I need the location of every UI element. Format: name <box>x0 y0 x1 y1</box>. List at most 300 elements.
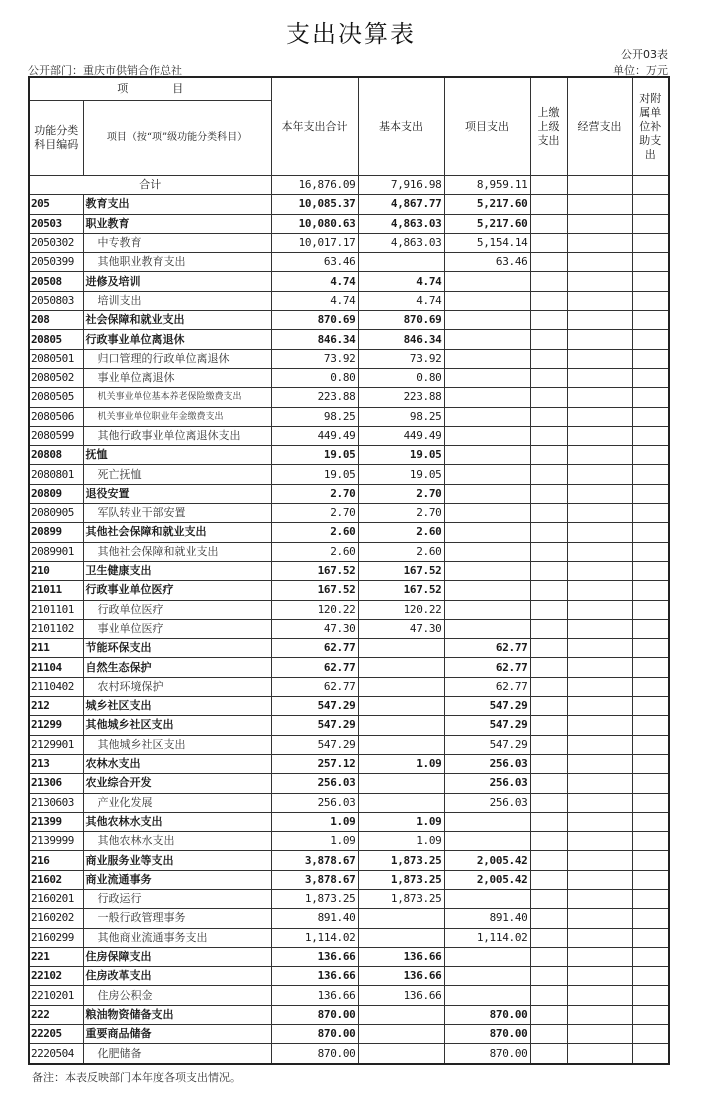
row-name: 进修及培训 <box>83 272 271 291</box>
row-business <box>567 677 632 696</box>
row-total: 73.92 <box>271 349 358 368</box>
row-basic: 1.09 <box>358 832 444 851</box>
row-project: 62.77 <box>444 639 530 658</box>
row-total: 10,085.37 <box>271 195 358 214</box>
row-subsidy <box>632 677 669 696</box>
row-upper <box>530 658 567 677</box>
header-business: 经营支出 <box>567 77 632 176</box>
row-business <box>567 272 632 291</box>
row-name: 教育支出 <box>83 195 271 214</box>
table-row <box>29 214 669 233</box>
row-business <box>567 214 632 233</box>
row-upper <box>530 851 567 870</box>
row-upper <box>530 195 567 214</box>
row-subsidy <box>632 986 669 1005</box>
table-row <box>29 774 669 793</box>
row-name: 其他社会保障和就业支出 <box>83 523 271 542</box>
row-basic <box>358 697 444 716</box>
row-project <box>444 272 530 291</box>
row-project: 870.00 <box>444 1025 530 1044</box>
row-basic: 1.09 <box>358 812 444 831</box>
row-upper <box>530 619 567 638</box>
table-row <box>29 735 669 754</box>
row-code: 208 <box>29 311 83 330</box>
row-business <box>567 388 632 407</box>
row-basic: 98.25 <box>358 407 444 426</box>
total-row <box>29 176 669 195</box>
row-business <box>567 233 632 252</box>
row-subsidy <box>632 832 669 851</box>
row-code: 20503 <box>29 214 83 233</box>
row-basic: 120.22 <box>358 600 444 619</box>
table-row <box>29 1025 669 1044</box>
row-name: 住房改革支出 <box>83 967 271 986</box>
row-name: 职业教育 <box>83 214 271 233</box>
row-subsidy <box>632 967 669 986</box>
row-project: 547.29 <box>444 716 530 735</box>
row-code: 20808 <box>29 446 83 465</box>
row-name: 卫生健康支出 <box>83 561 271 580</box>
row-business <box>567 697 632 716</box>
row-upper <box>530 446 567 465</box>
row-project <box>444 619 530 638</box>
row-name: 事业单位离退休 <box>83 368 271 387</box>
row-subsidy <box>632 214 669 233</box>
row-total: 19.05 <box>271 446 358 465</box>
row-subsidy <box>632 195 669 214</box>
table-row <box>29 870 669 889</box>
row-upper <box>530 832 567 851</box>
row-total: 10,080.63 <box>271 214 358 233</box>
row-subsidy <box>632 774 669 793</box>
row-total: 891.40 <box>271 909 358 928</box>
table-row <box>29 523 669 542</box>
row-basic: 846.34 <box>358 330 444 349</box>
row-subsidy <box>632 947 669 966</box>
row-business <box>567 330 632 349</box>
row-subsidy <box>632 368 669 387</box>
row-total: 846.34 <box>271 330 358 349</box>
table-row <box>29 291 669 310</box>
row-name: 其他行政事业单位离退休支出 <box>83 426 271 445</box>
row-code: 2089901 <box>29 542 83 561</box>
row-basic <box>358 774 444 793</box>
total-basic: 7,916.98 <box>358 176 444 195</box>
row-business <box>567 542 632 561</box>
row-basic <box>358 639 444 658</box>
row-name: 其他商业流通事务支出 <box>83 928 271 947</box>
table-row <box>29 967 669 986</box>
row-code: 216 <box>29 851 83 870</box>
row-business <box>567 1025 632 1044</box>
row-upper <box>530 1044 567 1064</box>
row-total: 870.69 <box>271 311 358 330</box>
row-code: 2080506 <box>29 407 83 426</box>
row-subsidy <box>632 870 669 889</box>
department-label: 公开部门：重庆市供销合作总社 <box>28 64 182 77</box>
row-upper <box>530 947 567 966</box>
row-upper <box>530 484 567 503</box>
row-total: 19.05 <box>271 465 358 484</box>
row-subsidy <box>632 330 669 349</box>
row-total: 870.00 <box>271 1025 358 1044</box>
row-code: 2080905 <box>29 504 83 523</box>
row-total: 223.88 <box>271 388 358 407</box>
row-project: 256.03 <box>444 793 530 812</box>
header-code: 功能分类科目编码 <box>29 101 83 176</box>
row-business <box>567 407 632 426</box>
row-code: 21602 <box>29 870 83 889</box>
row-total: 62.77 <box>271 677 358 696</box>
row-name: 行政单位医疗 <box>83 600 271 619</box>
row-code: 21011 <box>29 581 83 600</box>
row-project <box>444 600 530 619</box>
row-code: 20899 <box>29 523 83 542</box>
row-subsidy <box>632 291 669 310</box>
row-business <box>567 735 632 754</box>
row-upper <box>530 774 567 793</box>
row-business <box>567 291 632 310</box>
row-upper <box>530 426 567 445</box>
row-basic: 136.66 <box>358 967 444 986</box>
row-basic <box>358 658 444 677</box>
row-subsidy <box>632 349 669 368</box>
row-upper <box>530 889 567 908</box>
header-item: 项目（按“项”级功能分类科目） <box>83 101 271 176</box>
row-name: 其他社会保障和就业支出 <box>83 542 271 561</box>
row-upper <box>530 716 567 735</box>
row-subsidy <box>632 639 669 658</box>
row-basic: 1,873.25 <box>358 870 444 889</box>
row-business <box>567 947 632 966</box>
row-total: 870.00 <box>271 1044 358 1064</box>
table-row <box>29 542 669 561</box>
table-row <box>29 619 669 638</box>
row-upper <box>530 233 567 252</box>
table-row <box>29 330 669 349</box>
row-upper <box>530 909 567 928</box>
row-name: 行政运行 <box>83 889 271 908</box>
row-subsidy <box>632 542 669 561</box>
row-upper <box>530 388 567 407</box>
table-row <box>29 407 669 426</box>
row-upper <box>530 368 567 387</box>
row-business <box>567 426 632 445</box>
row-project: 63.46 <box>444 253 530 272</box>
row-basic: 4,867.77 <box>358 195 444 214</box>
row-name: 中专教育 <box>83 233 271 252</box>
row-upper <box>530 967 567 986</box>
row-total: 63.46 <box>271 253 358 272</box>
header-subsidy: 对附属单位补助支出 <box>632 77 669 176</box>
row-business <box>567 774 632 793</box>
row-code: 2050399 <box>29 253 83 272</box>
row-subsidy <box>632 1025 669 1044</box>
table-row <box>29 909 669 928</box>
row-business <box>567 311 632 330</box>
row-upper <box>530 677 567 696</box>
row-code: 2050803 <box>29 291 83 310</box>
row-total: 10,017.17 <box>271 233 358 252</box>
row-basic <box>358 928 444 947</box>
row-subsidy <box>632 465 669 484</box>
row-code: 210 <box>29 561 83 580</box>
row-upper <box>530 291 567 310</box>
row-subsidy <box>632 1044 669 1064</box>
row-upper <box>530 986 567 1005</box>
row-subsidy <box>632 735 669 754</box>
row-basic: 2.70 <box>358 484 444 503</box>
table-row <box>29 484 669 503</box>
row-project: 5,217.60 <box>444 195 530 214</box>
row-total: 2.60 <box>271 523 358 542</box>
row-total: 1,114.02 <box>271 928 358 947</box>
row-basic <box>358 677 444 696</box>
expenditure-table <box>28 76 670 1065</box>
row-total: 62.77 <box>271 658 358 677</box>
row-name: 其他职业教育支出 <box>83 253 271 272</box>
row-code: 2160201 <box>29 889 83 908</box>
row-total: 2.70 <box>271 484 358 503</box>
row-subsidy <box>632 754 669 773</box>
row-code: 2080801 <box>29 465 83 484</box>
row-name: 重要商品储备 <box>83 1025 271 1044</box>
row-subsidy <box>632 851 669 870</box>
row-project: 256.03 <box>444 774 530 793</box>
total-business <box>567 176 632 195</box>
row-subsidy <box>632 697 669 716</box>
row-code: 2101101 <box>29 600 83 619</box>
row-business <box>567 793 632 812</box>
row-basic <box>358 1025 444 1044</box>
row-project: 891.40 <box>444 909 530 928</box>
row-business <box>567 253 632 272</box>
row-subsidy <box>632 426 669 445</box>
table-row <box>29 986 669 1005</box>
row-code: 213 <box>29 754 83 773</box>
row-name: 自然生态保护 <box>83 658 271 677</box>
row-subsidy <box>632 233 669 252</box>
row-basic: 2.60 <box>358 542 444 561</box>
row-business <box>567 504 632 523</box>
row-project <box>444 986 530 1005</box>
row-code: 20508 <box>29 272 83 291</box>
row-business <box>567 349 632 368</box>
row-project <box>444 523 530 542</box>
row-subsidy <box>632 909 669 928</box>
row-business <box>567 195 632 214</box>
row-total: 120.22 <box>271 600 358 619</box>
header-item-group: 项 目 <box>29 77 271 101</box>
row-project <box>444 426 530 445</box>
header-project: 项目支出 <box>444 77 530 176</box>
total-upper <box>530 176 567 195</box>
row-name: 粮油物资储备支出 <box>83 1005 271 1024</box>
row-project <box>444 446 530 465</box>
row-subsidy <box>632 1005 669 1024</box>
row-name: 事业单位医疗 <box>83 619 271 638</box>
row-basic: 167.52 <box>358 581 444 600</box>
row-project <box>444 889 530 908</box>
row-subsidy <box>632 793 669 812</box>
header-basic: 基本支出 <box>358 77 444 176</box>
row-project: 62.77 <box>444 677 530 696</box>
row-total: 547.29 <box>271 697 358 716</box>
row-project <box>444 812 530 831</box>
row-upper <box>530 754 567 773</box>
row-business <box>567 446 632 465</box>
table-row <box>29 368 669 387</box>
row-code: 2101102 <box>29 619 83 638</box>
footnote: 备注：本表反映部门本年度各项支出情况。 <box>32 1071 241 1084</box>
row-total: 136.66 <box>271 947 358 966</box>
row-upper <box>530 272 567 291</box>
row-basic <box>358 1044 444 1064</box>
row-upper <box>530 928 567 947</box>
row-business <box>567 465 632 484</box>
row-business <box>567 619 632 638</box>
row-total: 1.09 <box>271 812 358 831</box>
row-project <box>444 484 530 503</box>
row-name: 其他农林水支出 <box>83 812 271 831</box>
row-business <box>567 658 632 677</box>
row-name: 产业化发展 <box>83 793 271 812</box>
row-project <box>444 465 530 484</box>
row-name: 归口管理的行政单位离退休 <box>83 349 271 368</box>
row-basic: 223.88 <box>358 388 444 407</box>
total-subsidy <box>632 176 669 195</box>
row-code: 22102 <box>29 967 83 986</box>
row-upper <box>530 735 567 754</box>
header-upper: 上缴上级支出 <box>530 77 567 176</box>
row-code: 20805 <box>29 330 83 349</box>
row-code: 222 <box>29 1005 83 1024</box>
row-business <box>567 1044 632 1064</box>
row-total: 0.80 <box>271 368 358 387</box>
table-row <box>29 311 669 330</box>
row-total: 1.09 <box>271 832 358 851</box>
row-upper <box>530 504 567 523</box>
row-basic: 2.60 <box>358 523 444 542</box>
row-code: 21104 <box>29 658 83 677</box>
row-project: 2,005.42 <box>444 870 530 889</box>
row-basic: 870.69 <box>358 311 444 330</box>
row-total: 870.00 <box>271 1005 358 1024</box>
row-business <box>567 523 632 542</box>
row-business <box>567 909 632 928</box>
row-code: 2130603 <box>29 793 83 812</box>
row-code: 20809 <box>29 484 83 503</box>
row-subsidy <box>632 272 669 291</box>
row-total: 167.52 <box>271 561 358 580</box>
table-row <box>29 388 669 407</box>
row-upper <box>530 581 567 600</box>
row-total: 1,873.25 <box>271 889 358 908</box>
row-project <box>444 947 530 966</box>
row-code: 212 <box>29 697 83 716</box>
row-project <box>444 561 530 580</box>
row-name: 抚恤 <box>83 446 271 465</box>
total-project: 8,959.11 <box>444 176 530 195</box>
row-name: 住房保障支出 <box>83 947 271 966</box>
row-basic: 2.70 <box>358 504 444 523</box>
row-project <box>444 407 530 426</box>
row-basic <box>358 793 444 812</box>
row-upper <box>530 542 567 561</box>
row-name: 社会保障和就业支出 <box>83 311 271 330</box>
row-total: 449.49 <box>271 426 358 445</box>
row-total: 47.30 <box>271 619 358 638</box>
row-subsidy <box>632 928 669 947</box>
row-subsidy <box>632 716 669 735</box>
row-project: 256.03 <box>444 754 530 773</box>
unit-label: 单位：万元 <box>613 64 668 77</box>
row-name: 死亡抚恤 <box>83 465 271 484</box>
row-business <box>567 851 632 870</box>
row-total: 256.03 <box>271 774 358 793</box>
row-name: 军队转业干部安置 <box>83 504 271 523</box>
row-name: 其他城乡社区支出 <box>83 716 271 735</box>
row-project: 62.77 <box>444 658 530 677</box>
row-business <box>567 967 632 986</box>
row-total: 4.74 <box>271 272 358 291</box>
row-code: 2160202 <box>29 909 83 928</box>
row-business <box>567 368 632 387</box>
row-code: 2110402 <box>29 677 83 696</box>
row-basic: 4,863.03 <box>358 233 444 252</box>
row-code: 221 <box>29 947 83 966</box>
row-basic: 136.66 <box>358 986 444 1005</box>
row-code: 2160299 <box>29 928 83 947</box>
row-upper <box>530 407 567 426</box>
row-business <box>567 870 632 889</box>
row-total: 3,878.67 <box>271 851 358 870</box>
row-name: 机关事业单位职业年金缴费支出 <box>83 407 271 426</box>
row-total: 257.12 <box>271 754 358 773</box>
row-code: 2080505 <box>29 388 83 407</box>
row-basic: 1.09 <box>358 754 444 773</box>
row-code: 205 <box>29 195 83 214</box>
row-business <box>567 716 632 735</box>
row-project: 870.00 <box>444 1005 530 1024</box>
row-subsidy <box>632 504 669 523</box>
row-subsidy <box>632 388 669 407</box>
row-basic <box>358 909 444 928</box>
row-name: 一般行政管理事务 <box>83 909 271 928</box>
row-name: 退役安置 <box>83 484 271 503</box>
table-row <box>29 812 669 831</box>
row-basic: 1,873.25 <box>358 851 444 870</box>
row-code: 211 <box>29 639 83 658</box>
row-project: 547.29 <box>444 735 530 754</box>
total-label: 合计 <box>29 176 271 195</box>
form-number: 公开03表 <box>621 48 668 61</box>
row-total: 547.29 <box>271 716 358 735</box>
row-project: 5,217.60 <box>444 214 530 233</box>
row-business <box>567 561 632 580</box>
row-code: 21299 <box>29 716 83 735</box>
row-business <box>567 581 632 600</box>
row-code: 22205 <box>29 1025 83 1044</box>
row-name: 节能环保支出 <box>83 639 271 658</box>
row-basic: 0.80 <box>358 368 444 387</box>
row-name: 其他农林水支出 <box>83 832 271 851</box>
row-business <box>567 639 632 658</box>
row-basic <box>358 1005 444 1024</box>
row-basic: 4.74 <box>358 272 444 291</box>
row-name: 农林水支出 <box>83 754 271 773</box>
row-business <box>567 986 632 1005</box>
